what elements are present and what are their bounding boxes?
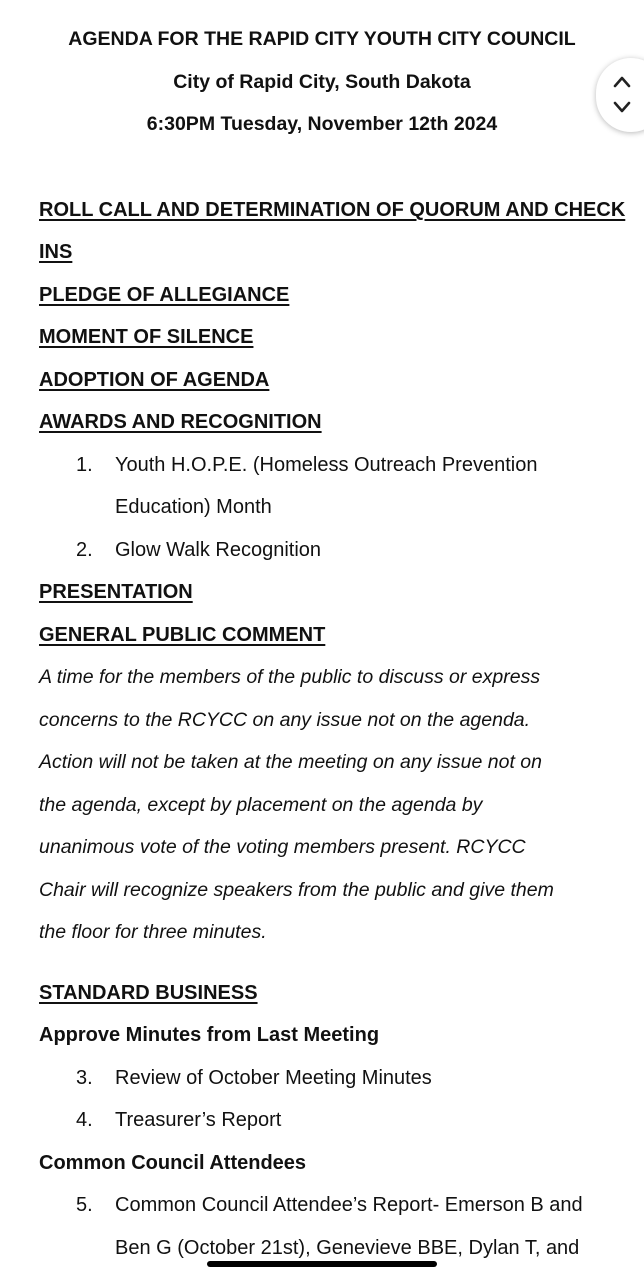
list-item-number: 1. [76, 454, 93, 476]
agenda-title: AGENDA FOR THE RAPID CITY YOUTH CITY COUNCIL [68, 28, 576, 50]
list-item: Common Council Attendee’s Report- Emerson B and [115, 1194, 583, 1216]
section-adoption-of-agenda: ADOPTION OF AGENDA [39, 369, 270, 391]
section-moment-of-silence: MOMENT OF SILENCE [39, 326, 254, 348]
public-comment-text: Chair will recognize speakers from the public and give them [39, 879, 554, 901]
section-public-comment: GENERAL PUBLIC COMMENT [39, 624, 326, 646]
next-button[interactable] [608, 94, 636, 120]
section-standard-business: STANDARD BUSINESS [39, 982, 258, 1004]
list-item: Treasurer’s Report [115, 1109, 282, 1131]
public-comment-text: the floor for three minutes. [39, 921, 267, 943]
section-presentation: PRESENTATION [39, 581, 193, 603]
list-item-number: 2. [76, 539, 93, 561]
subheading-council-attendees: Common Council Attendees [39, 1152, 307, 1174]
list-item-number: 4. [76, 1109, 93, 1131]
list-item: Glow Walk Recognition [115, 539, 322, 561]
public-comment-text: A time for the members of the public to discuss or express [39, 666, 541, 688]
section-awards: AWARDS AND RECOGNITION [39, 411, 322, 433]
public-comment-text: the agenda, except by placement on the agenda by [39, 794, 483, 816]
list-item: Youth H.O.P.E. (Homeless Outreach Prevention [115, 454, 538, 476]
section-roll-call: ROLL CALL AND DETERMINATION OF QUORUM AND CHECK [39, 199, 626, 221]
list-item-cont: Ben G (October 21st), Genevieve BBE, Dylan T, and [115, 1237, 580, 1259]
list-item-number: 5. [76, 1194, 93, 1216]
agenda-location: City of Rapid City, South Dakota [173, 71, 471, 93]
chevron-down-icon [608, 94, 636, 120]
agenda-datetime: 6:30PM Tuesday, November 12th 2024 [146, 113, 498, 135]
previous-button[interactable] [608, 69, 636, 95]
section-roll-call-cont: INS [39, 241, 73, 263]
section-pledge: PLEDGE OF ALLEGIANCE [39, 284, 290, 306]
chevron-up-icon [608, 69, 636, 95]
home-indicator[interactable] [207, 1261, 437, 1267]
public-comment-text: Action will not be taken at the meeting on any issue not on [39, 751, 542, 773]
list-item: Review of October Meeting Minutes [115, 1067, 432, 1089]
public-comment-text: concerns to the RCYCC on any issue not on the agenda. [39, 709, 531, 731]
public-comment-text: unanimous vote of the voting members present. RCYCC [39, 836, 526, 858]
subheading-approve-minutes: Approve Minutes from Last Meeting [39, 1024, 380, 1046]
list-item-cont: Education) Month [115, 496, 272, 518]
list-item-number: 3. [76, 1067, 93, 1089]
